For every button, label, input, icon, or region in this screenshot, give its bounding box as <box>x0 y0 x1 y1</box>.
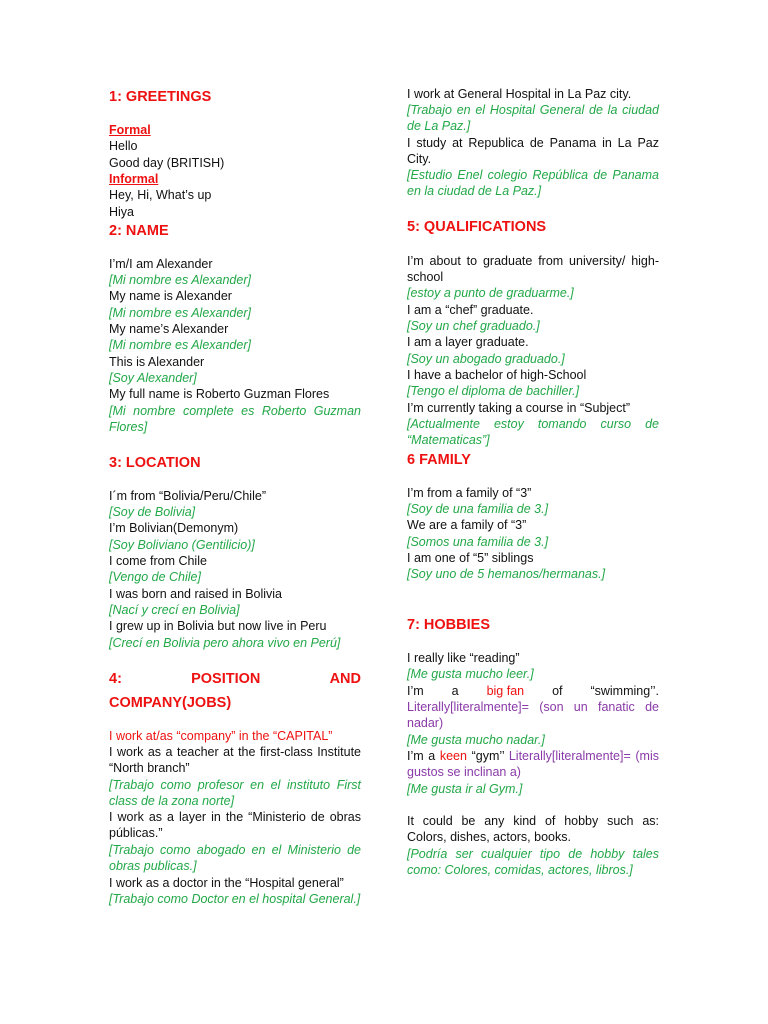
translation-line: [Mi nombre es Alexander] <box>109 338 251 352</box>
english-line: My full name is Roberto Guzman Flores <box>109 387 330 401</box>
english-line: I really like “reading” <box>407 651 520 665</box>
english-line: I work as a doctor in the “Hospital general” <box>109 876 344 890</box>
translation-line: [Estudio Enel colegio República de Panama en la ciudad de La Paz.] <box>407 168 659 199</box>
translation-line: [Crecí en Bolivia pero ahora vivo en Perú] <box>109 636 341 650</box>
greeting-line: Hey, Hi, What’s up <box>109 188 212 202</box>
hobby-word: “swimming’’. <box>590 684 659 698</box>
english-line: I study at Republica de Panama in La Paz City. <box>407 136 659 167</box>
translation-line: [Nací y crecí en Bolivia] <box>109 603 240 617</box>
translation-line: [Vengo de Chile] <box>109 570 201 584</box>
translation-line: [estoy a punto de graduarme.] <box>407 286 574 300</box>
english-line <box>407 748 659 781</box>
hobby-word: I’m a <box>407 749 440 763</box>
translation-line: [Trabajo en el Hospital General de la ciudad de La Paz.] <box>407 103 659 134</box>
translation-line: [Soy de una familia de 3.] <box>407 502 549 516</box>
translation-line: [Somos una familia de 3.] <box>407 535 549 549</box>
english-line: I am a “chef” graduate. <box>407 303 534 317</box>
english-line: I’m currently taking a course in “Subject” <box>407 401 631 415</box>
jobs-heading-part: POSITION <box>191 671 261 687</box>
translation-line: [Mi nombre es Alexander] <box>109 273 251 287</box>
location-heading: 3: LOCATION <box>109 455 201 471</box>
english-line: I work at General Hospital in La Paz city. <box>407 87 632 101</box>
literal-line: Literally[literalmente]= (son un fanatic de nadar) <box>407 700 659 731</box>
english-line: I was born and raised in Bolivia <box>109 587 283 601</box>
hobby-word: “gym’’ <box>466 749 509 763</box>
name-heading: 2: NAME <box>109 223 169 239</box>
english-line: I work as a teacher at the first-class Institute “North branch” <box>109 745 361 776</box>
jobs-pattern: I work at/as “company” in the “CAPITAL” <box>109 729 333 743</box>
english-line: I´m from “Bolivia/Peru/Chile” <box>109 489 266 503</box>
greeting-line: Hello <box>109 139 138 153</box>
hobby-word: I’m <box>407 684 424 698</box>
translation-line: [Trabajo como abogado en el Ministerio de obras publicas.] <box>109 843 361 874</box>
hobby-word: a <box>451 684 459 698</box>
translation-line: [Soy de Bolivia] <box>109 505 196 519</box>
english-line: My name is Alexander <box>109 289 232 303</box>
translation-line: [Mi nombre complete es Roberto Guzman Flores] <box>109 404 361 435</box>
english-line: I am a layer graduate. <box>407 335 529 349</box>
translation-line: [Soy Boliviano (Gentilicio)] <box>109 538 255 552</box>
english-line: I grew up in Bolivia but now live in Peru <box>109 619 327 633</box>
english-line: I’m Bolivian(Demonym) <box>109 521 239 535</box>
jobs-heading-line2: COMPANY(JOBS) <box>109 695 232 711</box>
english-line: My name’s Alexander <box>109 322 229 336</box>
english-line: I’m/I am Alexander <box>109 257 213 271</box>
literal-line: Literally[literalmente]= (mis gustos se inclinan a) <box>407 749 659 780</box>
informal-label: Informal <box>109 172 159 186</box>
hobbies-heading: 7: HOBBIES <box>407 617 490 633</box>
english-line: It could be any kind of hobby such as: Colors, dishes, actors, books. <box>407 814 659 845</box>
qualifications-heading: 5: QUALIFICATIONS <box>407 219 547 235</box>
formal-label: Formal <box>109 123 151 137</box>
translation-line: [Tengo el diploma de bachiller.] <box>407 384 580 398</box>
translation-line: [Mi nombre es Alexander] <box>109 306 251 320</box>
translation-line: [Soy un abogado graduado.] <box>407 352 565 366</box>
hobby-keyword: big fan <box>486 684 525 698</box>
jobs-heading <box>109 670 361 688</box>
hobby-keyword: keen <box>439 749 467 763</box>
translation-line: [Trabajo como profesor en el instituto First class de la zona norte] <box>109 778 361 809</box>
hobby-word: of <box>552 684 563 698</box>
english-line <box>407 683 659 699</box>
english-line: I work as a layer in the “Ministerio de obras públicas.” <box>109 810 361 841</box>
greetings-heading: 1: GREETINGS <box>109 89 212 105</box>
translation-line: [Soy uno de 5 hemanos/hermanas.] <box>407 567 606 581</box>
english-line: This is Alexander <box>109 355 205 369</box>
translation-line: [Podría ser cualquier tipo de hobby tales como: Colores, comidas, actores, libros.] <box>407 847 659 878</box>
family-heading: 6 FAMILY <box>407 452 471 468</box>
english-line: I have a bachelor of high-School <box>407 368 587 382</box>
jobs-heading-part: 4: <box>109 671 122 687</box>
translation-line: [Trabajo como Doctor en el hospital General.] <box>109 892 361 906</box>
english-line: We are a family of “3” <box>407 518 527 532</box>
english-line: I come from Chile <box>109 554 207 568</box>
english-line: I’m about to graduate from university/ high-school <box>407 254 659 285</box>
english-line: I am one of “5” siblings <box>407 551 534 565</box>
english-line: I’m from a family of “3” <box>407 486 532 500</box>
greeting-line: Good day (BRITISH) <box>109 156 225 170</box>
greeting-line: Hiya <box>109 205 135 219</box>
translation-line: [Soy Alexander] <box>109 371 197 385</box>
translation-line: [Me gusta mucho nadar.] <box>407 733 545 747</box>
jobs-heading-part: AND <box>329 671 361 687</box>
translation-line: [Actualmente estoy tomando curso de “Matematicas”] <box>407 417 659 448</box>
translation-line: [Me gusta mucho leer.] <box>407 667 534 681</box>
translation-line: [Soy un chef graduado.] <box>407 319 540 333</box>
translation-line: [Me gusta ir al Gym.] <box>407 782 523 796</box>
